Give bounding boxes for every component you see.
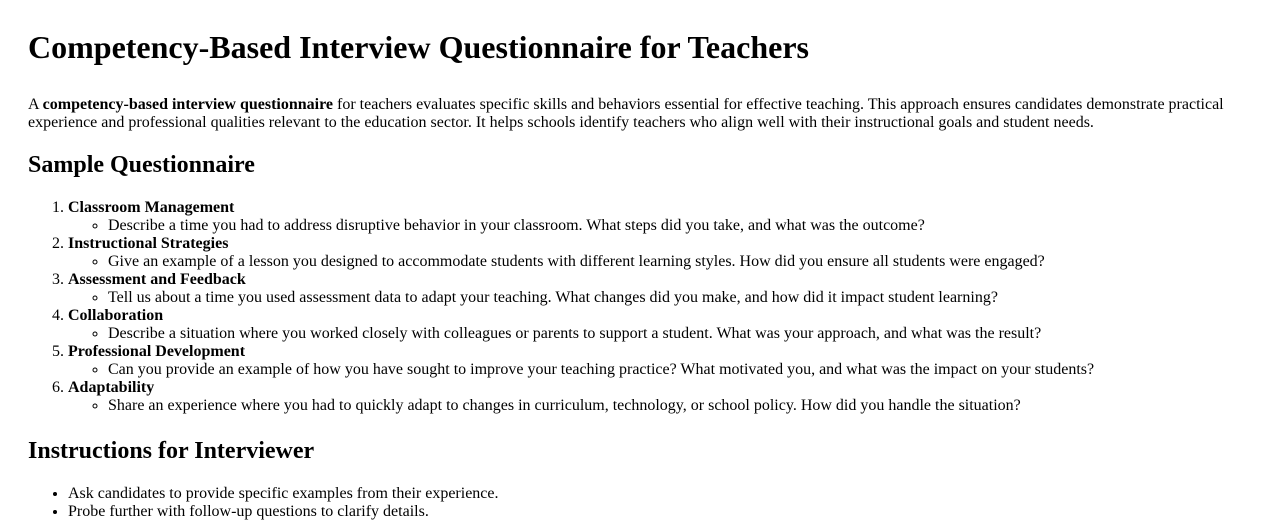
question-item bbox=[68, 307, 1250, 343]
intro-paragraph bbox=[28, 96, 1238, 132]
questionnaire-list bbox=[28, 199, 1250, 415]
question-text: ◦ Tell us about a time you used assessment data to adapt your teaching. What changes did you make, and how did it impact student learning? bbox=[108, 289, 1250, 307]
page-title: Competency-Based Interview Questionnaire for Teachers bbox=[28, 29, 809, 65]
question-text: ◦ Describe a situation where you worked closely with colleagues or parents to support a student. What was your approach, and what was the result? bbox=[108, 325, 1250, 343]
instruction-item: • Ask candidates to provide specific examples from their experience. bbox=[68, 485, 1250, 503]
question-item bbox=[68, 199, 1250, 235]
competency-title: Adaptability bbox=[68, 379, 155, 396]
question-item bbox=[68, 271, 1250, 307]
intro-rest: for teachers evaluates specific skills and behaviors essential for effective teaching. This approach ensures candidates demonstrate practical experience and professional qualities relevant to the education sector. It helps schools identify teachers who align well with their instructional goals and student needs. bbox=[28, 96, 1224, 131]
instructions-list bbox=[28, 485, 1250, 521]
question-item bbox=[68, 343, 1250, 379]
competency-title: Collaboration bbox=[68, 307, 164, 324]
competency-title: Professional Development bbox=[68, 343, 246, 360]
competency-title: Assessment and Feedback bbox=[68, 271, 246, 288]
question-text: ◦ Share an experience where you had to quickly adapt to changes in curriculum, technology, or school policy. How did you handle the situation? bbox=[108, 397, 1250, 415]
competency-title: Classroom Management bbox=[68, 199, 235, 216]
question-text: ◦ Can you provide an example of how you have sought to improve your teaching practice? What motivated you, and what was the impact on your students? bbox=[108, 361, 1250, 379]
competency-title: Instructional Strategies bbox=[68, 235, 229, 252]
question-text: ◦ Give an example of a lesson you designed to accommodate students with different learning styles. How did you ensure all students were engaged? bbox=[108, 253, 1250, 271]
question-text: ◦ Describe a time you had to address disruptive behavior in your classroom. What steps did you take, and what was the outcome? bbox=[108, 217, 1250, 235]
instructions-heading: Instructions for Interviewer bbox=[28, 438, 315, 464]
intro-prefix: A bbox=[28, 96, 43, 113]
sample-questionnaire-heading: Sample Questionnaire bbox=[28, 152, 255, 178]
question-item bbox=[68, 235, 1250, 271]
question-item bbox=[68, 379, 1250, 415]
intro-bold-term: competency-based interview questionnaire bbox=[42, 96, 334, 113]
instruction-item: • Probe further with follow-up questions to clarify details. bbox=[68, 503, 1250, 521]
